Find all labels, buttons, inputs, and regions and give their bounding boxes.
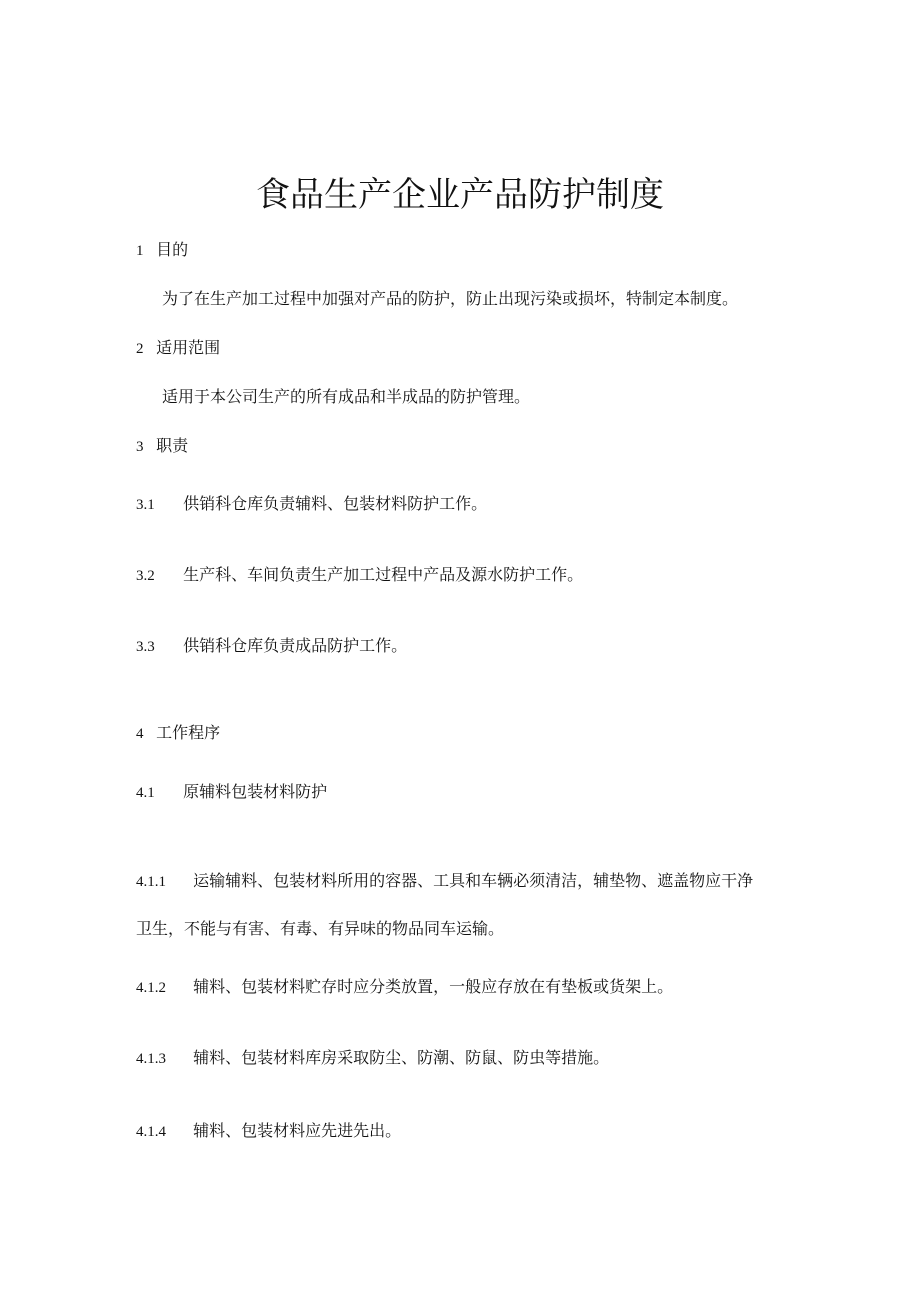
section-heading-1: [136, 238, 188, 263]
clause-number: 3.1: [136, 497, 155, 513]
section-title: 职责: [156, 436, 189, 455]
section-number: 1: [136, 243, 144, 259]
clause-3-1: [136, 492, 487, 517]
paragraph-text: 适用于本公司生产的所有成品和半成品的防护管理。: [162, 387, 531, 406]
page-title: 食品生产企业产品防护制度: [256, 174, 664, 215]
clause-text: 生产科、车间负责生产加工过程中产品及源水防护工作。: [183, 565, 584, 584]
section-title: 工作程序: [156, 723, 221, 742]
section-heading-4: [136, 721, 220, 746]
section-title: 适用范围: [156, 338, 221, 357]
clause-4-1-1: [136, 869, 753, 894]
clause-text: 辅料、包装材料应先进先出。: [193, 1121, 402, 1140]
paragraph-text: 为了在生产加工过程中加强对产品的防护，防止出现污染或损坏，特制定本制度。: [162, 289, 739, 308]
clause-number: 4.1: [136, 785, 155, 801]
clause-text: 运输辅料、包装材料所用的容器、工具和车辆必须清洁，辅垫物、遮盖物应干净: [193, 871, 754, 890]
clause-4-1: [136, 780, 327, 805]
clause-3-3: [136, 634, 407, 659]
section-number: 3: [136, 439, 144, 455]
section-title: 目的: [156, 240, 189, 259]
clause-4-1-2: [136, 975, 673, 1000]
clause-text: 原辅料包装材料防护: [183, 782, 328, 801]
paragraph-scope: [162, 385, 530, 409]
section-heading-2: [136, 336, 220, 361]
paragraph-purpose: [162, 287, 738, 311]
section-number: 4: [136, 726, 144, 742]
clause-text: 供销科仓库负责辅料、包装材料防护工作。: [183, 494, 488, 513]
clause-number: 3.2: [136, 568, 155, 584]
clause-text: 辅料、包装材料贮存时应分类放置，一般应存放在有垫板或货架上。: [193, 977, 674, 996]
clause-number: 4.1.3: [136, 1051, 166, 1067]
section-number: 2: [136, 341, 144, 357]
clause-text-continued: 卫生，不能与有害、有毒、有异味的物品同车运输。: [136, 919, 505, 938]
clause-text: 供销科仓库负责成品防护工作。: [183, 636, 408, 655]
clause-text: 辅料、包装材料库房采取防尘、防潮、防鼠、防虫等措施。: [193, 1048, 610, 1067]
clause-number: 4.1.1: [136, 874, 166, 890]
clause-number: 4.1.4: [136, 1124, 166, 1140]
clause-3-2: [136, 563, 583, 588]
clause-4-1-4: [136, 1119, 401, 1144]
clause-4-1-1-continuation: [136, 917, 504, 941]
clause-4-1-3: [136, 1046, 609, 1071]
clause-number: 3.3: [136, 639, 155, 655]
clause-number: 4.1.2: [136, 980, 166, 996]
section-heading-3: [136, 434, 188, 459]
